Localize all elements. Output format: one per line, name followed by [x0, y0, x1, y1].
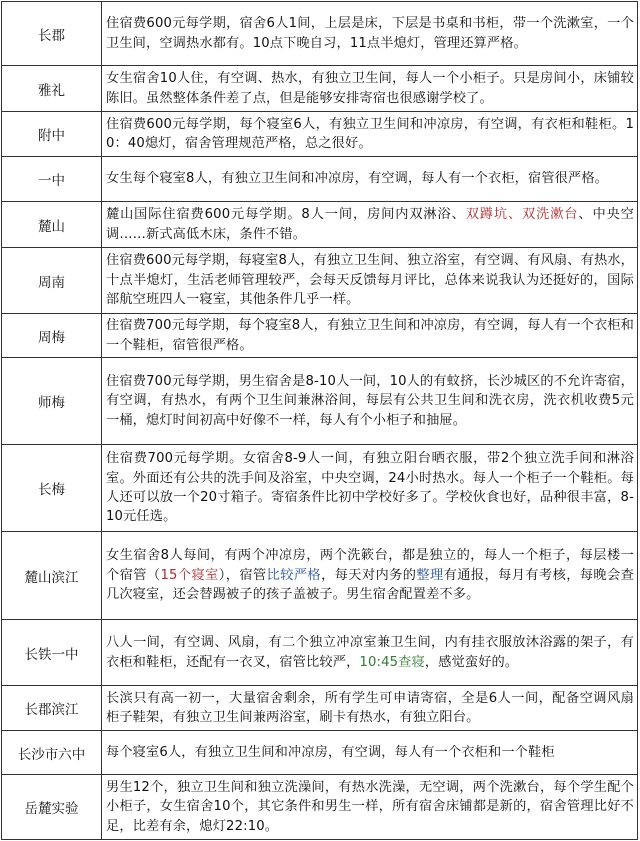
table-row: [2, 731, 638, 775]
description-text: 有通报，每月有考核，每晚会查几次寝室，还会替踢被子的孩子盖被子。男生宿舍配置差不多。: [106, 567, 635, 603]
description-text: ，每天对内务的: [321, 567, 417, 583]
dormitory-description-cell: [102, 2, 638, 66]
table-row: [2, 532, 638, 620]
description-text: 住宿费700元每学期。女宿舍8-9人一间，有独立阳台晒衣服，带2个独立洗手间和淋浴室。外面还有公共的洗手间及浴室，中央空调，24小时热水。每人一个柜子一个鞋柜。每人还可以放一个20寸箱子。寄宿条件比初中学校好多了。学校伙食也好，品种很丰富，8-10元任选。: [106, 451, 634, 525]
description-text: ），宿管: [218, 567, 267, 583]
school-name-cell: 师梅: [2, 358, 102, 445]
dormitory-description-cell: [102, 112, 638, 157]
table-row: [2, 445, 638, 532]
school-dormitory-table: [1, 1, 638, 840]
school-name-cell: 一中: [2, 157, 102, 202]
school-name-cell: 岳麓实验: [2, 775, 102, 840]
dormitory-description-cell: [102, 202, 638, 248]
description-text: 麓山国际住宿费600元每学期。8人一间，房间内双淋浴、: [106, 207, 466, 223]
dormitory-description-cell: [102, 775, 638, 840]
description-text: 住宿费700元每学期，每个寝室8人，有独立卫生间和冲凉房，有空调，每人有一个衣柜和一个鞋柜，宿管很严格。: [106, 318, 634, 353]
dormitory-description-cell: [102, 157, 638, 202]
school-name-cell: 雅礼: [2, 66, 102, 112]
school-name-cell: 长铁一中: [2, 620, 102, 686]
table-row: [2, 314, 638, 358]
dormitory-description-cell: [102, 445, 638, 532]
highlighted-text: 比较严格: [266, 567, 322, 583]
dormitory-description-cell: [102, 620, 638, 686]
school-name-cell: 麓山: [2, 202, 102, 248]
school-name-cell: 长郡: [2, 2, 102, 66]
description-text: 住宿费600元每学期，每寝室8人，有独立卫生间、独立浴室，有空调、有风扇、有热水，十点半熄灯，生活老师管理较严，会每天反馈每月评比，总体来说我认为还挺好的，国际部航空班四人一寝室，其他条件几乎一样。: [106, 253, 634, 308]
description-text: 住宿费600元每学期，每个寝室6人，有独立卫生间和冲凉房，有空调，有衣柜和鞋柜。10：40熄灯，宿舍管理规范严格，总之很好。: [106, 116, 634, 151]
description-text: 女生每个寝室8人，有独立卫生间和冲凉房，有空调，每人有一个衣柜，宿管很严格。: [106, 171, 609, 187]
school-name-cell: 周南: [2, 248, 102, 314]
school-name-cell: 周梅: [2, 314, 102, 358]
table-row: [2, 248, 638, 314]
table-row: [2, 202, 638, 248]
table-row: [2, 775, 638, 840]
table-body: [2, 2, 638, 840]
dormitory-description-cell: [102, 731, 638, 775]
dormitory-description-cell: [102, 686, 638, 731]
dormitory-description-cell: [102, 66, 638, 112]
highlighted-text: 10:45查寝: [359, 654, 425, 670]
description-text: 男生12个，独立卫生间和独立洗澡间，有热水洗澡，无空调，两个洗漱台，每个学生配个小柜子，女生宿舍10个，其它条件和男生一样，所有宿舍床铺都是新的，宿舍管理比好不足，比差有余，熄灯22:10。: [106, 779, 634, 834]
dormitory-description-cell: [102, 358, 638, 445]
table-row: [2, 686, 638, 731]
description-text: 女生宿舍10人住，有空调、热水，有独立卫生间，每人一个小柜子。只是房间小，床铺较陈旧。虽然整体条件差了点，但是能够安排寄宿也很感谢学校了。: [106, 71, 634, 106]
highlighted-text: 整理: [416, 567, 444, 583]
description-text: 住宿费600元每学期，宿舍6人1间，上层是床，下层是书桌和书柜，带一个洗漱室，一个卫生间，空调热水都有。10点下晚自习，11点半熄灯，管理还算严格。: [106, 16, 634, 51]
description-text: 、中央空调……新式高低木床，条件不错。: [106, 207, 634, 242]
description-text: 长滨只有高一初一，大量宿舍剩余，所有学生可申请寄宿，全是6人一间，配备空调风扇柜子鞋架，有独立卫生间兼两浴室，刷卡有热水，有独立阳台。: [106, 690, 634, 725]
dormitory-description-cell: [102, 314, 638, 358]
description-text: 每个寝室6人，有独立卫生间和冲凉房，有空调，每人有一个衣柜和一个鞋柜: [106, 744, 555, 760]
dormitory-description-cell: [102, 248, 638, 314]
school-name-cell: 长沙市六中: [2, 731, 102, 775]
description-text: ，感觉蛮好的。: [424, 654, 519, 670]
dormitory-description-cell: [102, 532, 638, 620]
table-row: [2, 112, 638, 157]
highlighted-text: 双蹲坑、双洗漱台: [465, 207, 579, 223]
highlighted-text: 15个寝室: [160, 567, 219, 583]
description-text: 八人一间，有空调、风扇，有二个独立冲凉室兼卫生间，内有挂衣服放沐浴露的架子，有衣柜和鞋柜，还配有一衣叉，宿管比较严，: [106, 635, 634, 670]
table-row: [2, 66, 638, 112]
table-row: [2, 157, 638, 202]
table-row: [2, 2, 638, 66]
school-name-cell: 长梅: [2, 445, 102, 532]
school-name-cell: 附中: [2, 112, 102, 157]
description-text: 女生宿舍8人每间，有两个冲凉房，两个洗簌台，都是独立的，每人一个柜子，每层楼一个宿管（: [106, 548, 634, 583]
description-text: 住宿费700元每学期，男生宿舍是8-10人一间，10人的有蚊挤，长沙城区的不允许寄宿，有空调，有热水，有两个卫生间兼淋浴间，每层有公共卫生间和洗衣房，洗衣机收费5元一桶，熄灯时间初高中好像不一样，每人有个小柜子和抽屉。: [106, 373, 634, 428]
table-row: [2, 358, 638, 445]
school-name-cell: 长郡滨江: [2, 686, 102, 731]
comparison-sheet: [1, 1, 639, 840]
school-name-cell: 麓山滨江: [2, 532, 102, 620]
table-row: [2, 620, 638, 686]
